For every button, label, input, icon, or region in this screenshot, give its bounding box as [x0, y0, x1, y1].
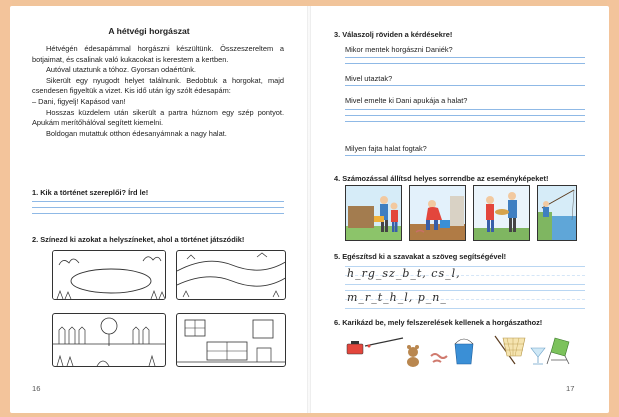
writing-line[interactable] [345, 266, 585, 285]
kitchen-illustration [177, 314, 286, 367]
story-paragraph: Autóval utaztunk a tóhoz. Gyorsan odaértünk. [46, 65, 196, 75]
scene-river-picture[interactable] [176, 250, 286, 300]
landing-net-icon [495, 336, 525, 364]
question-3-sub-1: Mikor mentek horgászni Daniék? [345, 45, 453, 54]
answer-lines-1[interactable] [32, 196, 284, 214]
worms-icon [431, 354, 447, 362]
scene-pond-picture[interactable] [52, 250, 166, 300]
folding-chair-icon [547, 338, 569, 364]
question-4: 4. Számozással állítsd helyes sorrendbe az eseményképeket! [334, 174, 549, 183]
word-completion-area [345, 266, 585, 314]
page-number-left: 16 [32, 384, 41, 393]
event-picture-1[interactable] [345, 185, 402, 241]
story-paragraph: Boldogan mutattuk otthon édesanyámnak a nagy halat. [46, 128, 227, 138]
scene-kitchen-picture[interactable] [176, 313, 286, 367]
incomplete-words-2: m_r_t_h_l, p_n_ [347, 291, 447, 304]
question-3-sub-2: Mivel utaztak? [345, 74, 393, 83]
writing-line[interactable] [345, 290, 585, 309]
story-title: A hétvégi horgászat [108, 26, 190, 36]
question-1: 1. Kik a történet szereplői? Írd le! [32, 188, 149, 197]
question-2: 2. Színezd ki azokat a helyszíneket, ahol a történet játszódik! [32, 235, 245, 244]
incomplete-words-1: h_rg_sz_b_t, cs_l, [347, 267, 461, 280]
answer-lines-3d[interactable] [345, 150, 585, 156]
fishing-rod-icon [365, 338, 403, 348]
answer-lines-3c[interactable] [345, 104, 585, 122]
equipment-illustrations [345, 330, 585, 368]
answer-lines-3b[interactable] [345, 80, 585, 86]
question-5: 5. Egészítsd ki a szavakat a szöveg segítségével! [334, 252, 507, 261]
event-picture-4[interactable] [537, 185, 577, 241]
question-3: 3. Válaszolj röviden a kérdésekre! [334, 30, 453, 39]
story-paragraph: Sikerült egy nyugodt helyet találnunk. Bedobtuk a horgokat, majd csendesen figyeltük a vizet. Kis idő után így szólt édesapám: [32, 75, 284, 96]
question-6: 6. Karikázd be, mely felszerelések kellenek a horgászathoz! [334, 318, 543, 327]
showing-fish-illustration [474, 186, 530, 241]
question-3-sub-3: Mivel emelte ki Dani apukája a halat? [345, 96, 468, 105]
question-3-sub-4: Milyen fajta halat fogtak? [345, 144, 427, 153]
fishing-at-lake-illustration [538, 186, 577, 241]
garden-illustration [53, 314, 166, 367]
teddy-bear-icon [407, 345, 419, 367]
event-picture-3[interactable] [473, 185, 530, 241]
river-illustration [177, 251, 286, 300]
tackle-box-icon [347, 341, 363, 354]
book-spine [307, 6, 311, 413]
page-number-right: 17 [566, 384, 575, 393]
pond-illustration [53, 251, 166, 300]
cup-icon [531, 348, 545, 364]
digging-worms-illustration [410, 186, 466, 241]
story-text [32, 44, 284, 139]
story-paragraph: Hosszas küzdelem után sikerült a partra húznom egy szép pontyot. Apukám merítőhálóval segített kiemelni. [32, 107, 284, 128]
bucket-icon [455, 339, 473, 364]
answer-lines-3a[interactable] [345, 52, 585, 64]
story-paragraph: Hétvégén édesapámmal horgászni készültünk. Összeszereltem a botjaimat, és csalinak való kukacokat is kerestem a kertben. [32, 44, 284, 64]
event-picture-2[interactable] [409, 185, 466, 241]
family-loading-car-illustration [346, 186, 402, 241]
equipment-row [345, 330, 585, 368]
scene-garden-picture[interactable] [52, 313, 166, 367]
story-paragraph: – Dani, figyelj! Kapásod van! [32, 96, 126, 106]
